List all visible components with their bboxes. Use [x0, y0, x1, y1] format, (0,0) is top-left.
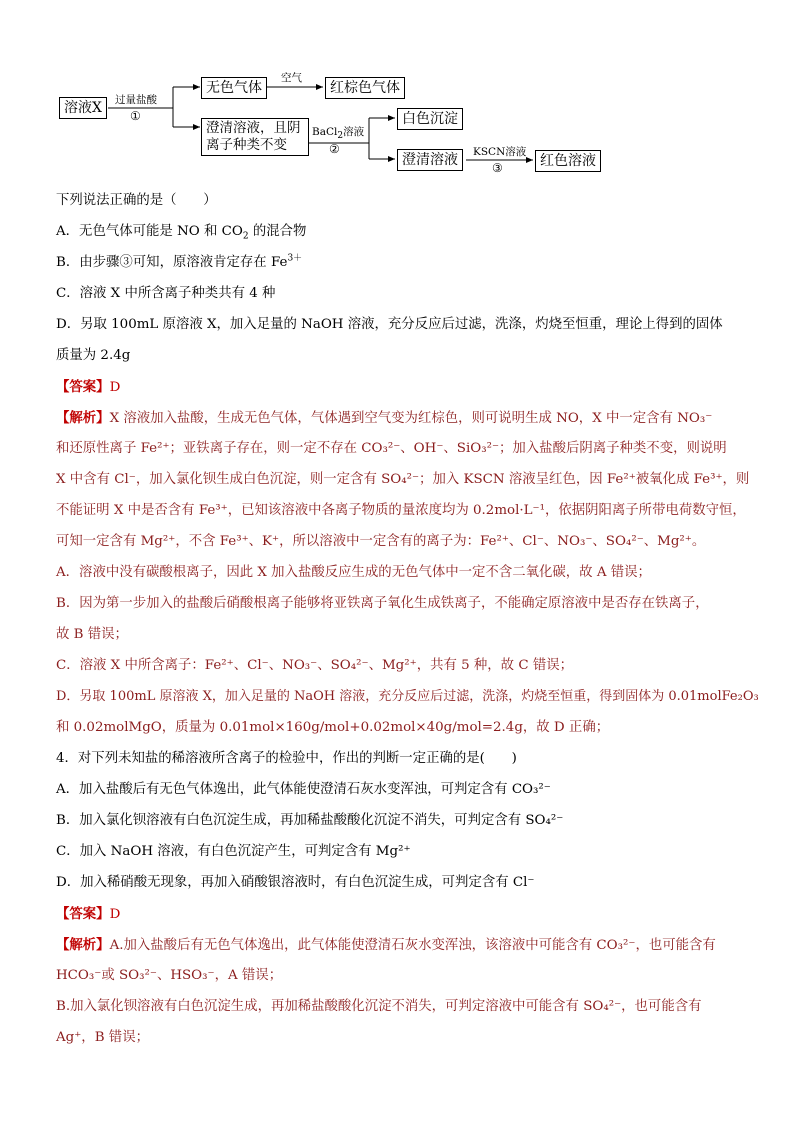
option-b: B．由步骤③可知，原溶液肯定存在 $Fe^{3+}$ [56, 253, 303, 270]
analysis-line-3: X 中含有 Cl⁻，加入氯化钡生成白色沉淀，则一定含有 SO₄²⁻；加入 KSCN 溶液呈红色，因 Fe²⁺被氧化成 Fe³⁺，则 [56, 472, 750, 487]
q4-answer-tag: 【答案】 [56, 906, 110, 922]
reaction-flow-diagram [55, 62, 615, 180]
box-red-solution: 红色溶液 [535, 150, 601, 172]
option-d-line2: 质量为 2.4g [56, 348, 131, 363]
analysis-line-2: 和还原性离子 Fe²⁺；亚铁离子存在，则一定不存在 CO₃²⁻、OH⁻、SiO₃²⁻；加入盐酸后阴离子种类不变，则说明 [56, 441, 727, 456]
q4-analysis-line-4: Ag⁺，B 错误； [56, 1030, 149, 1045]
explanation-b-line2: 故 B 错误； [56, 627, 128, 642]
q4-analysis-line-1: 【解析】A.加入盐酸后有无色气体逸出，此气体能使澄清石灰水变浑浊，该溶液中可能含有 CO₃²⁻，也可能含有 [56, 937, 716, 953]
step-1-marker: ① [130, 109, 141, 123]
box-solution-x: 溶液X [59, 97, 107, 119]
q4-answer-line [56, 904, 120, 925]
q4-answer-value: D [109, 907, 121, 922]
step-3-marker: ③ [492, 161, 503, 175]
label-bacl2-solution: BaCl$_2$溶液 [312, 126, 365, 142]
box-clear-solution-anions-unchanged: 澄清溶液，且阴离子种类不变 [201, 118, 309, 156]
box-white-precipitate: 白色沉淀 [397, 108, 463, 130]
q4-analysis-line-3: B.加入氯化钡溶液有白色沉淀生成，再加稀盐酸酸化沉淀不消失，可判定溶液中可能含有 SO₄²⁻，也可能含有 [56, 999, 702, 1014]
label-kscn-solution: KSCN溶液 [473, 146, 527, 158]
answer-line [56, 377, 120, 398]
box-colorless-gas: 无色气体 [201, 77, 267, 99]
answer-value: D [109, 380, 121, 395]
option-c: C．溶液 X 中所含离子种类共有 4 种 [56, 286, 276, 301]
q4-option-c: C．加入 NaOH 溶液，有白色沉淀产生，可判定含有 Mg²⁺ [56, 844, 411, 859]
q4-analysis-line-2: HCO₃⁻或 SO₃²⁻、HSO₃⁻，A 错误； [56, 968, 283, 983]
box-clear-solution-2: 澄清溶液 [397, 149, 463, 171]
question-4-stem: 4．对下列未知盐的稀溶液所含离子的检验中，作出的判断一定正确的是( ) [56, 751, 517, 766]
q4-analysis-tag: 【解析】 [56, 937, 110, 953]
q4-option-b: B．加入氯化钡溶液有白色沉淀生成，再加稀盐酸酸化沉淀不消失，可判定含有 SO₄²⁻ [56, 813, 564, 828]
label-air: 空气 [281, 72, 302, 84]
answer-tag: 【答案】 [56, 379, 110, 395]
explanation-c: C．溶液 X 中所含离子：Fe²⁺、Cl⁻、NO₃⁻、SO₄²⁻、Mg²⁺，共有 5 种，故 C 错误； [56, 658, 573, 673]
box-red-brown-gas: 红棕色气体 [325, 77, 405, 99]
option-d-line1: D．另取 100mL 原溶液 X，加入足量的 NaOH 溶液，充分反应后过滤，洗涤，灼烧至恒重，理论上得到的固体 [56, 317, 723, 332]
option-a: A．无色气体可能是 NO 和 $CO_2$ 的混合物 [56, 224, 307, 242]
step-2-marker: ② [329, 142, 340, 156]
analysis-line-5: 可知一定含有 Mg²⁺，不含 Fe³⁺、K⁺，所以溶液中一定含有的离子为：Fe²⁺、Cl⁻、NO₃⁻、SO₄²⁻、Mg²⁺。 [56, 534, 706, 549]
q4-option-d: D．加入稀硝酸无现象，再加入硝酸银溶液时，有白色沉淀生成，可判定含有 Cl⁻ [56, 875, 535, 890]
explanation-d-line1: D．另取 100mL 原溶液 X，加入足量的 NaOH 溶液，充分反应后过滤，洗涤，灼烧至恒重，得到固体为 0.01molFe₂O₃ [56, 689, 759, 704]
analysis-line-4: 不能证明 X 中是否含有 Fe³⁺，已知该溶液中各离子物质的量浓度均为 0.2mol·L⁻¹，依据阴阳离子所带电荷数守恒， [56, 503, 746, 518]
label-excess-hcl: 过量盐酸 [115, 94, 157, 106]
analysis-tag: 【解析】 [56, 410, 110, 426]
explanation-a: A．溶液中没有碳酸根离子，因此 X 加入盐酸反应生成的无色气体中一定不含二氧化碳，故 A 错误； [56, 565, 651, 580]
q4-option-a: A．加入盐酸后有无色气体逸出，此气体能使澄清石灰水变浑浊，可判定含有 CO₃²⁻ [56, 782, 551, 797]
question-stem: 下列说法正确的是（ ） [56, 193, 217, 208]
explanation-b-line1: B．因为第一步加入的盐酸后硝酸根离子能够将亚铁离子氧化生成铁离子，不能确定原溶液中是否存在铁离子， [56, 596, 709, 611]
explanation-d-line2: 和 0.02molMgO，质量为 0.01mol×160g/mol+0.02mol×40g/mol=2.4g，故 D 正确； [56, 720, 610, 735]
analysis-line-1: 【解析】X 溶液加入盐酸，生成无色气体，气体遇到空气变为红棕色，则可说明生成 NO，X 中一定含有 NO₃⁻ [56, 410, 713, 426]
